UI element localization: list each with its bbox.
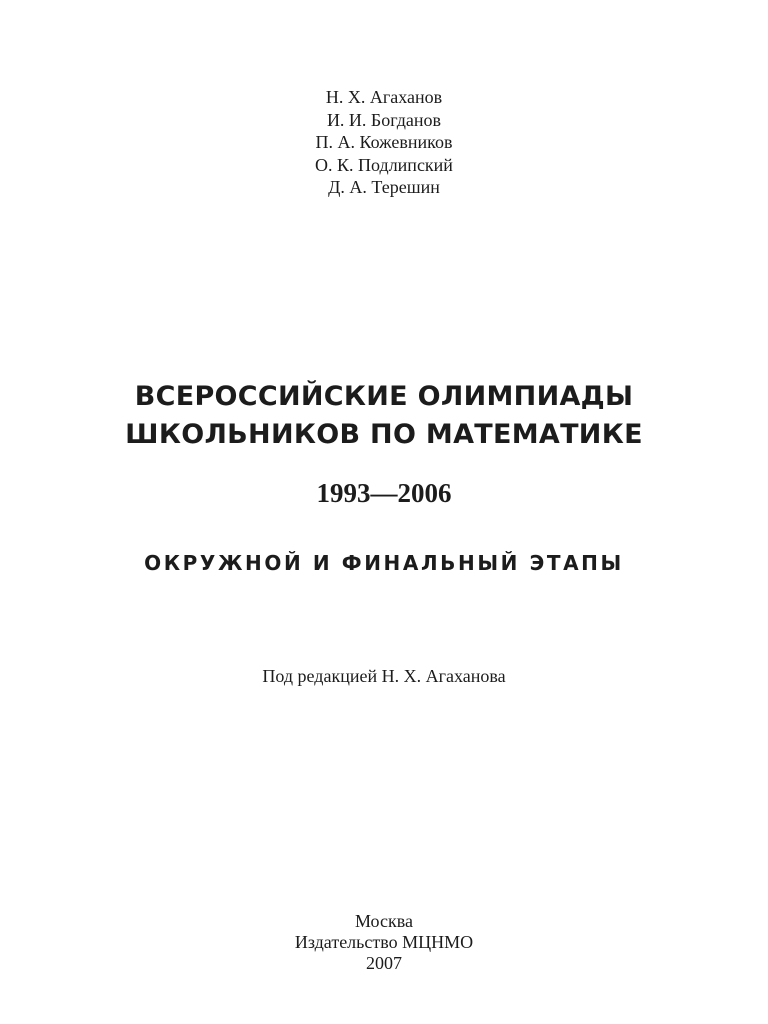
title-line-2: ШКОЛЬНИКОВ ПО МАТЕМАТИКЕ: [125, 419, 643, 450]
author-name: О. К. Подлипский: [315, 154, 453, 175]
editor-credit: Под редакцией Н. Х. Агаханова: [262, 666, 506, 686]
author-name: Н. Х. Агаханов: [325, 87, 443, 107]
imprint: [0, 911, 768, 974]
imprint-city: Москва: [355, 911, 413, 931]
title-line-1: ВСЕРОССИЙСКИЕ ОЛИМПИАДЫ: [134, 381, 634, 412]
book-subtitle: ОКРУЖНОЙ И ФИНАЛЬНЫЙ ЭТАПЫ: [144, 551, 624, 575]
imprint-year: 2007: [366, 953, 402, 973]
author-name: И. И. Богданов: [326, 109, 442, 130]
author-name: Д. А. Терешин: [328, 177, 440, 197]
imprint-publisher: Издательство МЦНМО: [294, 932, 474, 952]
book-title: [0, 378, 768, 454]
author-name: П. А. Кожевников: [315, 132, 453, 152]
authors-list: [0, 86, 768, 199]
title-years: 1993—2006: [316, 478, 452, 508]
